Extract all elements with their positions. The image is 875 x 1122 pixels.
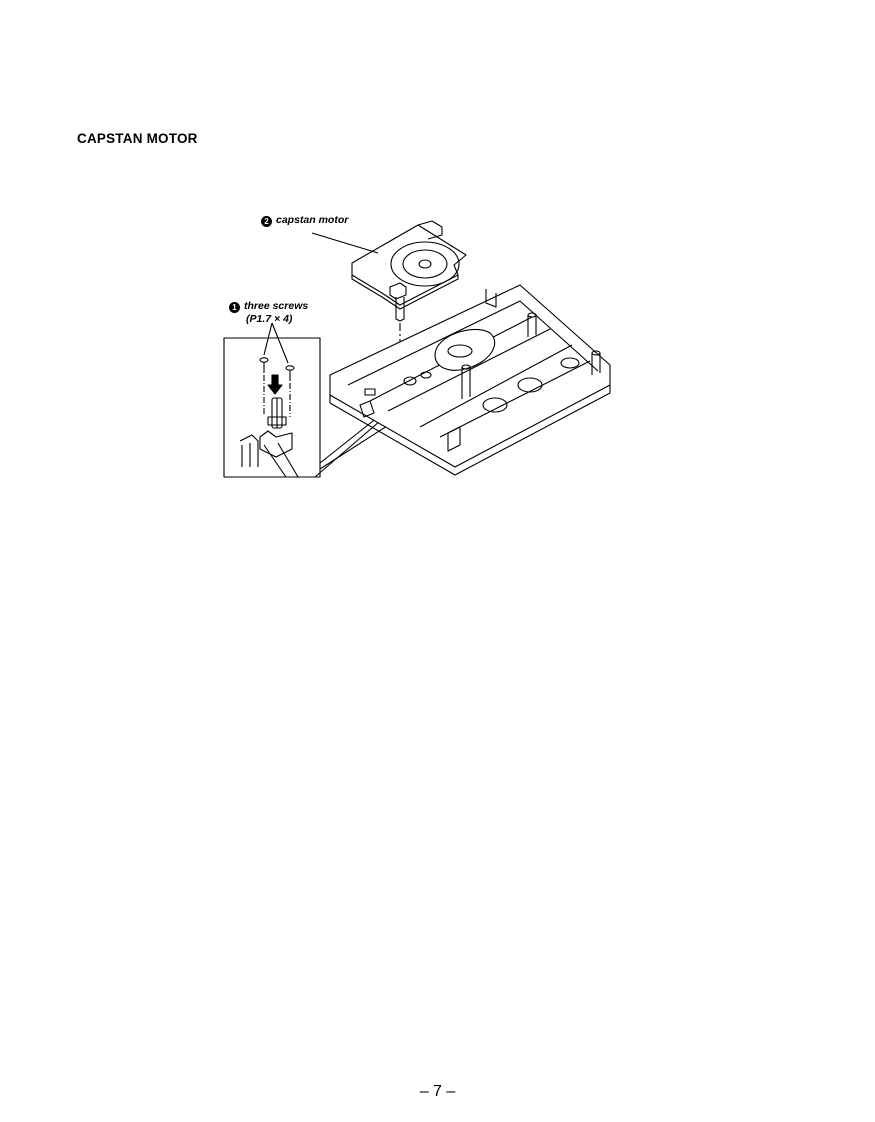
callout-label: three screws <box>244 300 309 312</box>
callout-capstan-motor <box>261 214 348 227</box>
callout-three-screws <box>229 300 308 325</box>
step-number-badge: 1 <box>229 302 240 313</box>
capstan-motor-part <box>352 225 466 305</box>
page-number: – 7 – <box>419 1083 456 1100</box>
callout-label: capstan motor <box>276 214 349 226</box>
section-title: CAPSTAN MOTOR <box>77 131 198 146</box>
capstan-motor-diagram <box>220 205 620 485</box>
step-number-badge: 2 <box>261 216 272 227</box>
callout-sublabel: (P1.7 × 4) <box>246 313 293 325</box>
